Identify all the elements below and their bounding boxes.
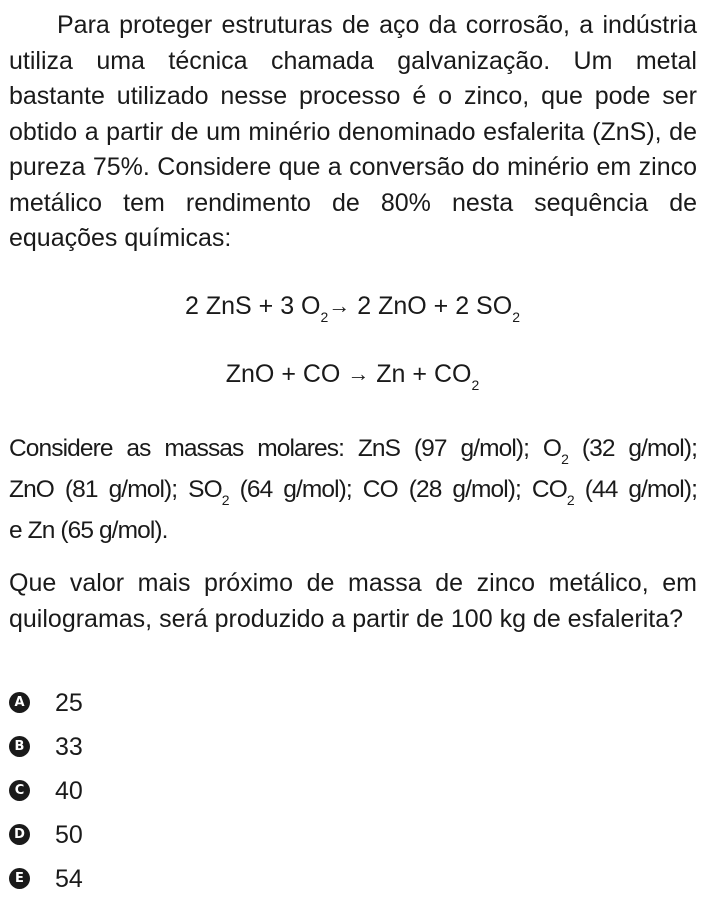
option-e[interactable] — [9, 864, 209, 894]
equation-2-rhs: Zn + CO — [376, 360, 472, 388]
molar-masses-text: (44 g/mol); — [573, 476, 697, 503]
option-value: 50 — [55, 821, 83, 849]
reaction-arrow-icon: → — [328, 293, 351, 318]
option-a[interactable] — [9, 688, 209, 718]
equation-1-rhs: 2 ZnO + 2 SO — [357, 292, 513, 320]
molar-masses-line-2 — [9, 469, 697, 510]
subscript: 2 — [221, 492, 229, 508]
question-prompt: Que valor mais próximo de massa de zinco metálico, em quilogramas, será produzido a partir de 100 kg de esfalerita? — [9, 569, 697, 633]
option-value: 25 — [55, 689, 83, 717]
option-d[interactable] — [9, 820, 209, 850]
equation-2-lhs: ZnO + CO — [225, 360, 341, 388]
option-value: 40 — [55, 777, 83, 805]
option-letter-badge-icon: E — [9, 868, 30, 889]
molar-masses-line-3: e Zn (65 g/mol). — [9, 517, 168, 544]
option-b[interactable] — [9, 732, 209, 762]
equation-2-rhs-subscript: 2 — [471, 377, 480, 393]
equation-1-lhs: 2 ZnS + 3 O — [185, 292, 321, 320]
subscript: 2 — [566, 492, 574, 508]
molar-masses-text: (64 g/mol); CO (28 g/mol); CO — [228, 476, 567, 503]
option-letter-badge-icon: A — [9, 692, 30, 713]
option-letter-badge-icon: D — [9, 824, 30, 845]
equation-1-rhs-subscript: 2 — [512, 309, 520, 325]
option-letter-badge-icon: C — [9, 780, 30, 801]
subscript: 2 — [561, 451, 568, 467]
molar-masses-text: ZnO (81 g/mol); SO — [9, 476, 222, 503]
molar-masses-text: (32 g/mol); — [567, 435, 697, 462]
reaction-arrow-icon: → — [347, 361, 370, 386]
option-value: 33 — [55, 733, 83, 761]
molar-masses-text: Considere as massas molares: ZnS (97 g/mol); O — [9, 435, 562, 462]
option-letter-badge-icon: B — [9, 736, 30, 757]
equation-1-lhs-subscript: 2 — [320, 309, 329, 325]
option-c[interactable] — [9, 776, 209, 806]
option-value: 54 — [55, 865, 83, 893]
question-intro: Para proteger estruturas de aço da corrosão, a indústria utiliza uma técnica chamada galvanização. Um metal bastante utilizado nesse processo é o zinco, que pode ser obtido a partir de um minério denominado esfalerita (ZnS), de pureza 75%. Considere que a conversão do minério em zinco metálico tem rendimento de 80% nesta sequência de equações químicas: — [9, 11, 697, 252]
molar-masses-line-1 — [9, 428, 697, 469]
equation-2 — [0, 360, 705, 393]
equation-1 — [0, 292, 705, 325]
molar-masses — [9, 428, 697, 551]
